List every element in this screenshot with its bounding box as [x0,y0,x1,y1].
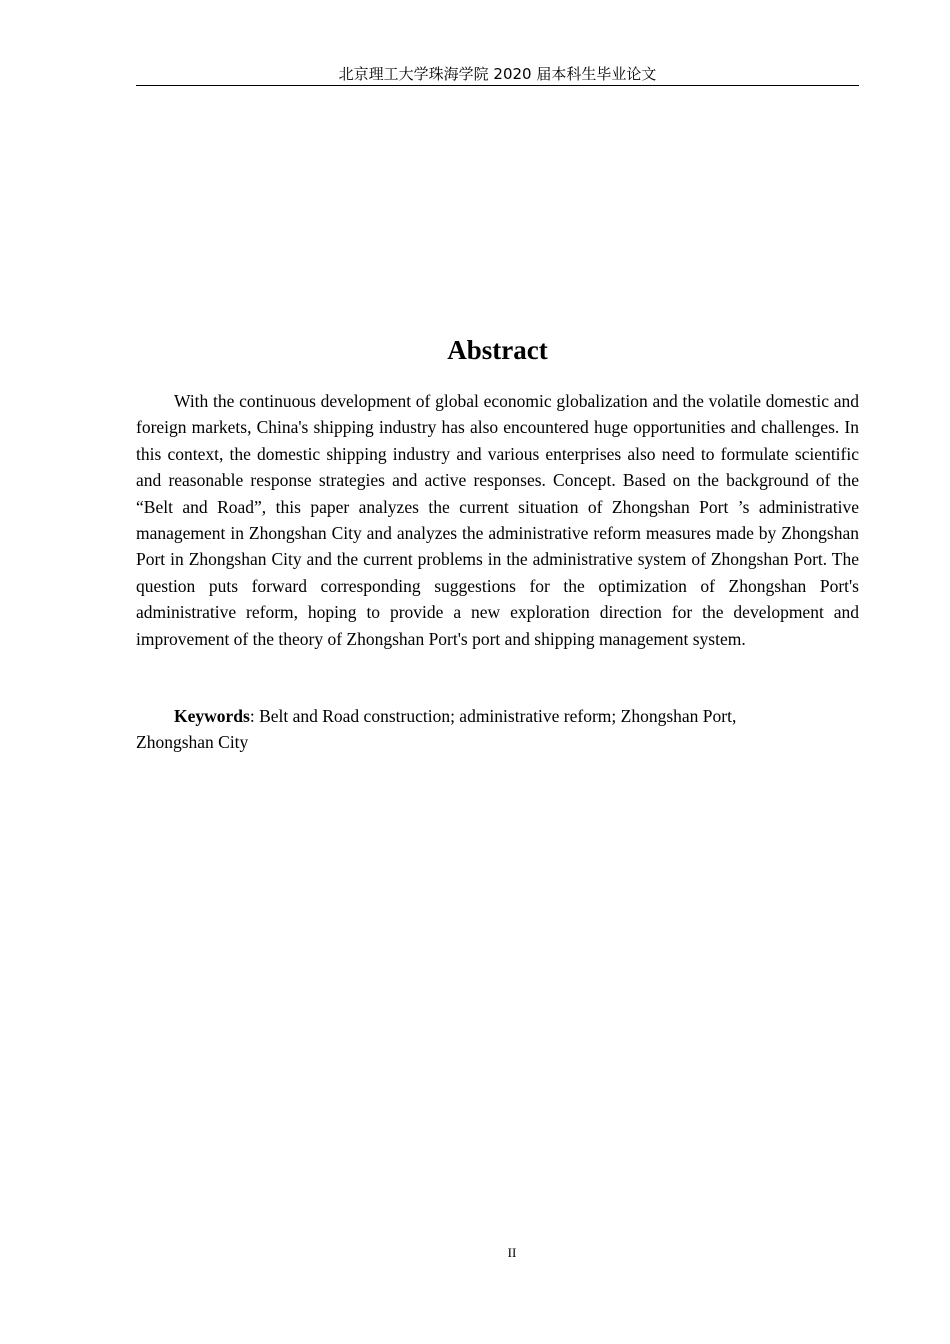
keywords-text: : Belt and Road construction; administrative reform; Zhongshan Port, Zhongshan City [136,706,737,753]
abstract-body: With the continuous development of global economic globalization and the volatile domestic and foreign markets, China's shipping industry has also encountered huge opportunities and challenges. In this context, the domestic shipping industry and various enterprises also need to formulate scientific and reasonable response strategies and active responses. Concept. Based on the background of the “Belt and Road”, this paper analyzes the current situation of Zhongshan Port ’s administrative management in Zhongshan City and analyzes the administrative reform measures made by Zhongshan Port in Zhongshan City and the current problems in the administrative system of Zhongshan Port. The question puts forward corresponding suggestions for the optimization of Zhongshan Port's administrative reform, hoping to provide a new exploration direction for the development and improvement of the theory of Zhongshan Port's port and shipping management system. [136,391,859,649]
page-header [136,64,859,86]
abstract-title: Abstract [447,335,548,365]
keywords-paragraph [136,703,806,756]
header-title: 北京理工大学珠海学院 2020 届本科生毕业论文 [338,65,657,83]
page-number: II [507,1245,517,1260]
keywords-label: Keywords [174,706,250,726]
